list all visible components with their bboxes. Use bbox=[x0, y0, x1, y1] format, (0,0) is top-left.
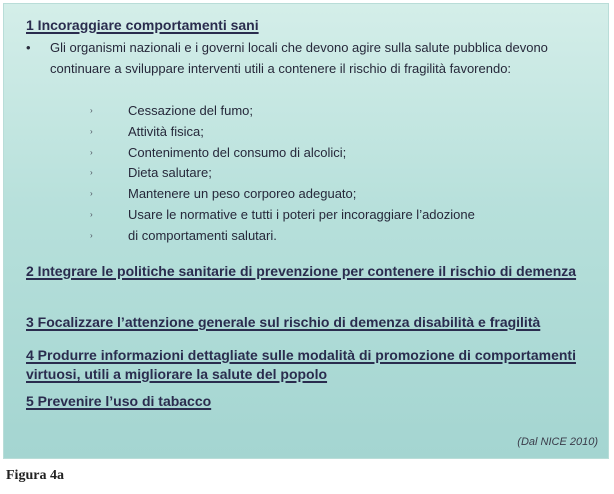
sub-item bbox=[90, 184, 475, 205]
chevron-right-icon: › bbox=[90, 230, 93, 240]
point-1-title: 1 Incoraggiare comportamenti sani bbox=[26, 17, 259, 33]
sub-item bbox=[90, 205, 475, 226]
sub-item-label: Cessazione del fumo; bbox=[128, 103, 254, 118]
figure-caption: Figura 4a bbox=[6, 468, 64, 483]
point-5-title: 5 Prevenire l’uso di tabacco bbox=[26, 393, 212, 409]
sub-item bbox=[90, 163, 475, 184]
sub-item bbox=[90, 101, 475, 122]
chevron-right-icon: › bbox=[90, 168, 93, 178]
chevron-right-icon: › bbox=[90, 106, 93, 115]
point-2-title: 2 Integrare le politiche sanitarie di prevenzione per contenere il rischio di demenza bbox=[26, 263, 577, 279]
sub-item bbox=[90, 143, 475, 164]
sub-item bbox=[90, 122, 475, 143]
sub-item-label: Mantenere un peso corporeo adeguato; bbox=[128, 186, 357, 202]
sub-item bbox=[90, 226, 475, 247]
chevron-right-icon: › bbox=[90, 189, 93, 199]
sub-item-label: Dieta salutare; bbox=[128, 165, 212, 181]
figure-panel bbox=[3, 3, 609, 459]
point-3-title: 3 Focalizzare l’attenzione generale sul rischio di demenza disabilità e fragilità bbox=[26, 314, 541, 330]
sub-item-label: di comportamenti salutari. bbox=[128, 227, 277, 243]
bullet-dot-icon: • bbox=[26, 40, 31, 55]
chevron-right-icon: › bbox=[90, 147, 93, 157]
sub-item-label: Contenimento del consumo di alcolici; bbox=[128, 144, 347, 160]
chevron-right-icon: › bbox=[90, 126, 93, 136]
chevron-right-icon: › bbox=[90, 209, 93, 219]
sub-item-label: Usare le normative e tutti i poteri per incoraggiare l’adozione bbox=[128, 206, 475, 222]
source-note: (Dal NICE 2010) bbox=[517, 436, 598, 448]
point-4-title: 4 Produrre informazioni dettagliate sulle modalità di promozione di comportamenti virtuosi, utili a migliorare la salute del popolo bbox=[26, 347, 576, 382]
sub-item-list bbox=[90, 101, 475, 247]
point-1-intro: Gli organismi nazionali e i governi locali che devono agire sulla salute pubblica devono continuare a sviluppare interventi utili a contenere il rischio di fragilità favorendo: bbox=[50, 40, 548, 76]
sub-item-label: Attività fisica; bbox=[128, 123, 204, 139]
